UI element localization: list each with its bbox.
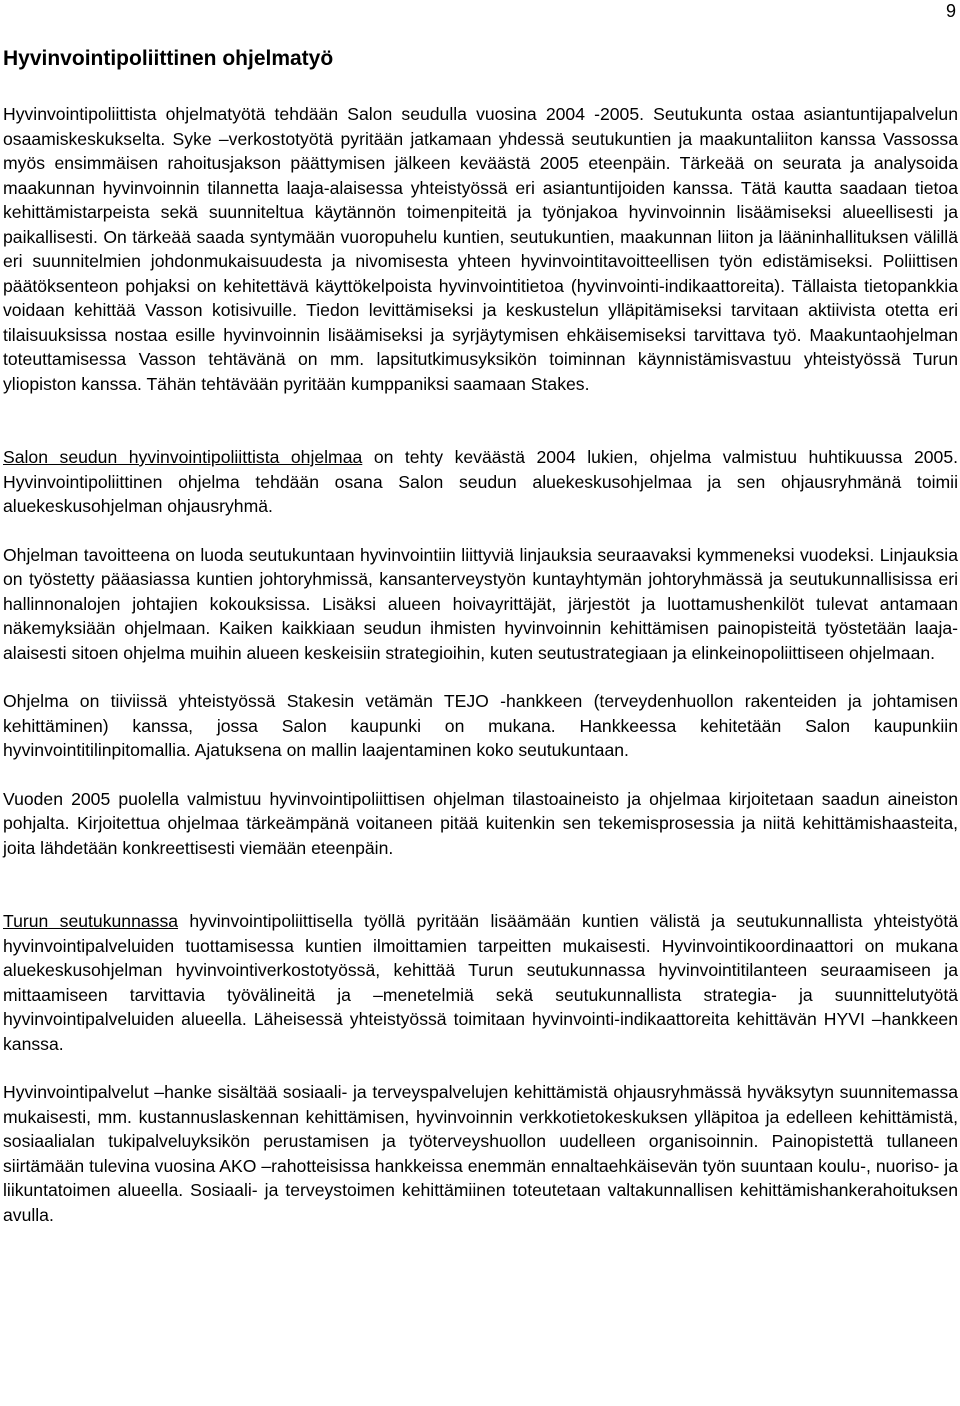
- paragraph-salon-seutu: [3, 445, 958, 519]
- paragraph-tavoite: Ohjelman tavoitteena on luoda seutukuntaan hyvinvointiin liittyviä linjauksia seuraavaksi kymmeneksi vuodeksi. Linjauksia on työstetty pääasiassa kuntien johtoryhmissä, kansanterveystyön kuntayhtymän johtoryhmässä ja seutukunnallisissa eri hallinnonalojen johtajien kokouksissa. Lisäksi alueen hoivayrittäjät, järjestöt ja luottamushenkilöt tulevat antamaan näkemyksiään ohjelmaan. Kaiken kaikkiaan seudun ihmisten hyvinvoinnin kehittämisen painopisteitä työstetään laaja-alaisesti sitoen ohjelma muihin alueen keskeisiin strategioihin, kuten seutustrategiaan ja elinkeinopoliittiseen ohjelmaan.: [3, 544, 958, 663]
- paragraph-turun-seutu: [3, 909, 958, 1056]
- paragraph-salon-seutu-text: on tehty keväästä 2004 lukien, ohjelma valmistuu huhtikuussa 2005. Hyvinvointipoliittinen ohjelma tehdään osana Salon seudun aluekeskusohjelmaa ja sen ohjausryhmänä toimii aluekeskusohjelman ohjausryhmä.: [3, 447, 958, 516]
- page-number: 9: [945, 1, 956, 21]
- section-heading: Hyvinvointipoliittinen ohjelmatyö: [3, 47, 334, 70]
- paragraph-tejo: Ohjelma on tiiviissä yhteistyössä Stakesin vetämän TEJO -hankkeen (terveydenhuollon rakenteiden ja johtamisen kehittäminen) kanssa, jossa Salon kaupunki on mukana. Hankkeessa kehitetään Salon kaupunkiin hyvinvointitilinpitomallia. Ajatuksena on mallin laajentaminen koko seutukuntaan.: [3, 691, 958, 760]
- paragraph-ohjelmatyo: Hyvinvointipoliittista ohjelmatyötä tehdään Salon seudulla vuosina 2004 -2005. Seutukunta ostaa asiantuntijapalvelun osaamiskeskukselta. Syke –verkostotyötä pyritään jatkamaan yhdessä seutukuntien ja maakuntaliiton kanssa Vassossa myös ensimmäisen rahoitusjakson päättymisen jälkeen keväästä 2005 eteenpäin. Tärkeää on seurata ja analysoida maakunnan hyvinvoinnin tilannetta laaja-alaisessa yhteistyössä eri asiantuntijoiden kanssa. Tätä kautta saadaan tietoa kehittämistarpeista sekä suunniteltua käytännön toimenpiteitä ja työnjakoa hyvinvoinnin lisäämiseksi alueellisesti ja paikallisesti. On tärkeää saada syntymään vuoropuhelu kuntien, seutukuntien, maakunnan liiton ja lääninhallituksen välillä eri suunnitelmien johdonmukaisuudesta ja nivomisesta yhteen hyvinvointitavoitteellisen työn edistämiseksi. Poliittisen päätöksenteon pohjaksi on kehitettävä käyttökelpoista hyvinvointitietoa (hyvinvointi-indikaattoreita). Tällaista tietopankkia voidaan kehittää Vasson kotisivuille. Tiedon levittämiseksi ja keskustelun ylläpitämiseksi tarvitaan aktiivista otetta eri tilaisuuksissa nostaa esille hyvinvoinnin lisäämiseksi ja syrjäytymisen ehkäisemiseksi tarvittava työ. Maakuntaohjelman toteuttamisessa Vasson tehtävänä on mm. lapsitutkimusyksikön toiminnan käynnistämisvastuu yhteistyössä Turun yliopiston kanssa. Tähän tehtävään pyritään kumppaniksi saamaan Stakes.: [3, 104, 958, 394]
- document-body: [3, 0, 958, 1227]
- paragraph-hyvinvointipalvelut: Hyvinvointipalvelut –hanke sisältää sosiaali- ja terveyspalvelujen kehittämistä ohjausryhmässä hyväksytyn suunnitemassa mukaisesti, mm. kustannuslaskennan kehittämisen, hyvinvoinnin verkkotietokeskuksen ylläpitoa ja edelleen kehittämistä, sosiaalialan tukipalveluyksikön perustamisen ja työterveyshuollon uudelleen organisoinnin. Painopistettä tullaneen siirtämään tulevina vuosina AKO –rahotteisissa hankkeissa enemmän ennaltaehkäisevän työn suuntaan koulu-, nuoriso- ja liikuntatoimen alueella. Sosiaali- ja terveystoimen kehittämiinen toteutetaan valtakunnallisen kehittämishankerahoituksen avulla.: [3, 1082, 958, 1225]
- paragraph-turun-seutu-text: hyvinvointipoliittisella työllä pyritään lisäämään kuntien välistä ja seutukunnallista yhteistyötä hyvinvointipalveluiden tuottamisessa kuntien ilmoittamien tarpeitten mukaisesti. Hyvinvointikoordinaattori on mukana aluekeskusohjelman hyvinvointiverkostotyössä, kehittää Turun seutukunnassa hyvinvointitilanteen seuraamiseen ja mittaamiseen tarvittavia työvälineitä ja –menetelmiä sekä seutukunnallista strategia- ja suunnittelutyötä hyvinvointipalveluiden alueella. Läheisessä yhteistyössä toimitaan hyvinvointi-indikaattoreita kehittävän HYVI –hankkeen kanssa.: [3, 911, 958, 1054]
- underlined-salon-ohjelma: Salon seudun hyvinvointipoliittista ohjelmaa: [3, 447, 363, 467]
- paragraph-vuosi-2005: Vuoden 2005 puolella valmistuu hyvinvointipoliittisen ohjelman tilastoaineisto ja ohjelmaa kirjoitetaan saadun aineiston pohjalta. Kirjoitettua ohjelmaa tärkeämpänä voitaneen pitää kuitenkin sen tekemisprosessia ja niitä kehittämishaasteita, joita lähdetään konkreettisesti viemään eteenpäin.: [3, 788, 958, 858]
- underlined-turun-seutukunta: Turun seutukunnassa: [3, 911, 179, 931]
